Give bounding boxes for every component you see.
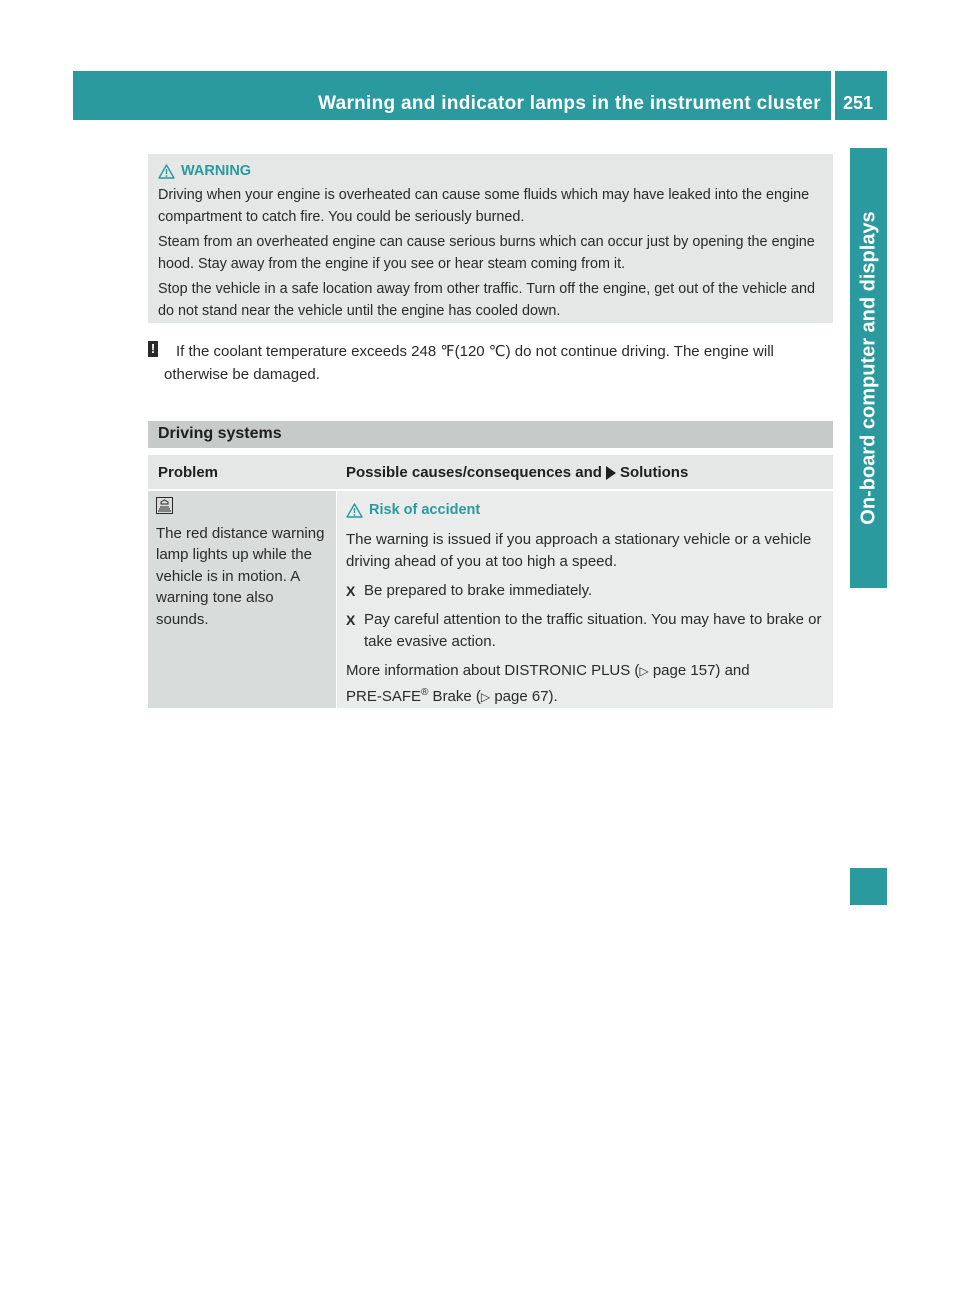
table-header: [148, 455, 833, 489]
more-info-text: ) and: [715, 662, 750, 679]
solutions-cell: [337, 491, 833, 708]
more-info-text: PRE-SAFE: [346, 688, 422, 705]
more-info-text: ).: [548, 688, 558, 705]
page-reference-triangle-icon: ▷: [480, 690, 491, 704]
distance-warning-lamp-icon: [156, 497, 173, 514]
driving-systems-table: [148, 455, 833, 708]
step-x-icon: X: [346, 612, 356, 628]
step-item: [346, 609, 827, 653]
warning-paragraph: Steam from an overheated engine can cause serious burns which can occur just by opening the engine hood. Stay away from the engine if you see or hear steam coming from it.: [158, 234, 815, 272]
warning-triangle-icon: [158, 164, 175, 179]
notice-exclamation-icon: !: [148, 341, 158, 357]
more-info-text: Brake (: [428, 688, 481, 705]
side-tab-label: On-board computer and displays: [857, 211, 879, 525]
step-item: [346, 580, 827, 602]
risk-heading-label: Risk of accident: [369, 502, 481, 518]
step-text: Be prepared to brake immediately.: [364, 582, 593, 599]
column-header-solutions-prefix: Possible causes/consequences and: [346, 464, 602, 481]
warning-triangle-icon: [346, 503, 363, 518]
problem-cell: [148, 491, 336, 708]
column-header-solutions-suffix: Solutions: [619, 464, 689, 481]
page-reference-link[interactable]: page 67: [494, 688, 549, 705]
warning-paragraph: Driving when your engine is overheated can cause some fluids which may have leaked into the engine compartment to catch fire. You could be seriously burned.: [158, 187, 810, 225]
section-header: [148, 421, 833, 448]
solutions-arrow-icon: [606, 466, 616, 480]
page-reference-triangle-icon: ▷: [639, 664, 649, 678]
table-row: [148, 491, 833, 708]
page-reference-link[interactable]: page 157: [652, 662, 716, 679]
warning-heading-label: WARNING: [181, 163, 252, 179]
page-number-box: [835, 71, 887, 120]
column-header-solutions: [336, 455, 833, 489]
page-title: Warning and indicator lamps in the instrument cluster: [318, 93, 821, 114]
registered-mark: ®: [421, 687, 429, 698]
section-title: Driving systems: [158, 425, 282, 442]
problem-text: The red distance warning lamp lights up while the vehicle is in motion. A warning tone also sounds.: [156, 524, 325, 628]
notice: [148, 340, 838, 386]
side-tab-marker: [850, 868, 887, 905]
more-info-text: More information about DISTRONIC PLUS (: [346, 662, 640, 679]
step-text: Pay careful attention to the traffic situation. You may have to brake or take evasive action.: [364, 611, 822, 650]
risk-description: The warning is issued if you approach a stationary vehicle or a vehicle driving ahead of you at too high a speed.: [346, 531, 812, 570]
notice-text: If the coolant temperature exceeds 248 ℉(120 ℃) do not continue driving. The engine will otherwise be damaged.: [164, 343, 774, 383]
risk-heading: [346, 499, 827, 521]
warning-box: [148, 154, 833, 323]
more-information: [346, 660, 827, 708]
warning-paragraph: Stop the vehicle in a safe location away from other traffic. Turn off the engine, get out of the vehicle and do not stand near the vehicle until the engine has cooled down.: [158, 281, 816, 319]
warning-heading: [158, 158, 828, 184]
column-header-problem: Problem: [158, 464, 219, 481]
side-tab: [850, 148, 887, 588]
step-x-icon: X: [346, 583, 356, 599]
header-bar: [73, 71, 831, 120]
page-number: 251: [843, 93, 874, 113]
